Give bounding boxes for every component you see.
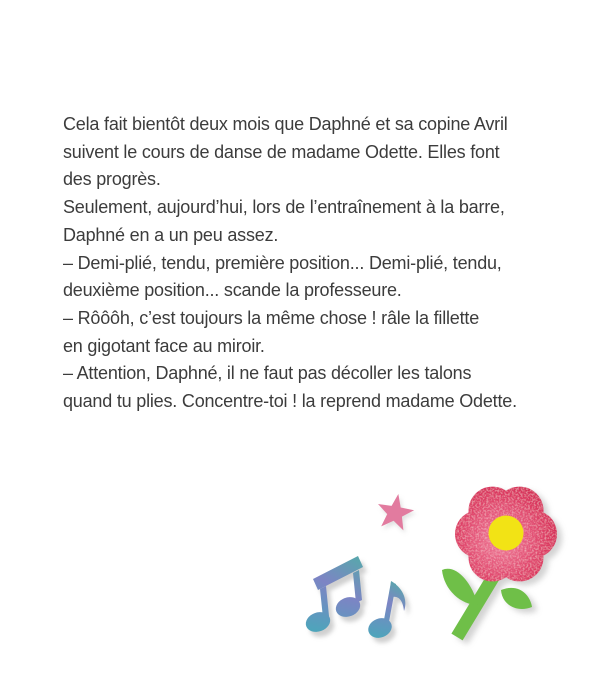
story-line: en gigotant face au miroir. [63, 335, 265, 356]
story-line: suivent le cours de danse de madame Odette. Elles font [63, 141, 500, 162]
star-icon [374, 491, 416, 535]
flower-leaf-right [501, 588, 532, 609]
flower-leaf-left [442, 569, 478, 605]
flower-center [489, 516, 524, 551]
story-line: quand tu plies. Concentre-toi ! la reprend madame Odette. [63, 391, 517, 412]
story-line: – Demi-plié, tendu, première position... Demi-plié, tendu, [63, 252, 502, 273]
story-line: – Attention, Daphné, il ne faut pas décoller les talons [63, 363, 472, 384]
story-line: Seulement, aujourd’hui, lors de l’entraînement à la barre, [63, 197, 505, 218]
music-notes-icon [296, 548, 412, 648]
double-eighth-note-icon [303, 556, 363, 635]
story-line: – Rôôôh, c’est toujours la même chose ! râle la fillette [63, 307, 480, 328]
story-line: des progrès. [63, 169, 161, 190]
single-eighth-note-icon [365, 581, 405, 641]
story-text [63, 111, 573, 416]
story-line: deuxième position... scande la professeure. [63, 280, 402, 301]
story-line: Cela fait bientôt deux mois que Daphné et sa copine Avril [63, 114, 508, 134]
story-line: Daphné en a un peu assez. [63, 224, 279, 245]
flower-icon [425, 474, 570, 646]
